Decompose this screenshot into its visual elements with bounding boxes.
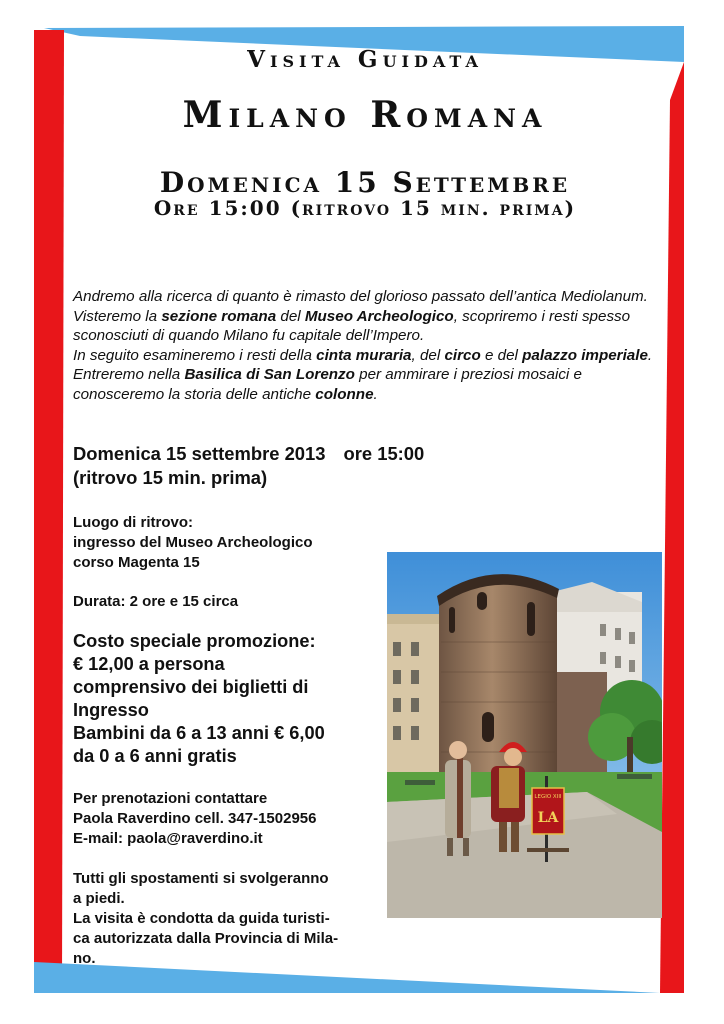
meeting-address: corso Magenta 15 <box>73 554 200 571</box>
price-block <box>73 630 383 768</box>
photo-roman-tower <box>387 552 662 918</box>
contact-block <box>73 789 383 849</box>
price-line-1: Costo speciale promozione: <box>73 631 316 651</box>
contact-email[interactable]: E-mail: paola@raverdino.it <box>73 830 263 847</box>
header-title: Milano Romana <box>182 94 548 136</box>
info-column <box>73 513 383 969</box>
meeting-point <box>73 513 383 573</box>
schedule-date: Domenica 15 settembre 2013 <box>73 443 326 464</box>
intro-text <box>73 287 663 405</box>
schedule-meeting-note: (ritrovo 15 min. prima) <box>73 467 268 488</box>
notes-line-2: a piedi. <box>73 890 125 907</box>
intro-paragraph-2: In seguito esamineremo i resti della cinta muraria, del circo e del palazzo imperiale. Entreremo nella Basilica di San Lorenzo per ammirare i preziosi mosaici e conosceremo la storia delle antiche colonne. <box>73 346 653 403</box>
notes-line-1: Tutti gli spostamenti si svolgeranno <box>73 870 329 887</box>
schedule-time: ore 15:00 <box>343 443 425 464</box>
banner-top-text: LEGIO XIII <box>534 794 562 800</box>
duration: Durata: 2 ore e 15 circa <box>73 593 239 610</box>
contact-line-1: Per prenotazioni contattare <box>73 790 268 807</box>
meeting-place: ingresso del Museo Archeologico <box>73 534 313 551</box>
notes-line-3: La visita è condotta da guida turisti- <box>73 910 330 927</box>
schedule-block <box>73 442 593 490</box>
banner-main-text: LA <box>537 810 559 826</box>
meeting-label: Luogo di ritrovo: <box>73 514 193 531</box>
intro-paragraph-1: Andremo alla ricerca di quanto è rimasto del glorioso passato dell’antica Mediolanum. Visteremo la sezione romana del Museo Archeologico, scopriremo i resti spesso sconosciuti di quando Milano fu capitale dell’Impero. <box>73 288 648 345</box>
notes-line-5: no. <box>73 950 96 967</box>
legion-banner <box>527 776 569 862</box>
contact-line-2: Paola Raverdino cell. 347-1502956 <box>73 810 317 827</box>
price-line-4: Ingresso <box>73 700 149 720</box>
notes-line-4: ca autorizzata dalla Provincia di Mila- <box>73 930 339 947</box>
header-time: Ore 15:00 (ritrovo 15 min. prima) <box>153 196 577 220</box>
price-line-6: da 0 a 6 anni gratis <box>73 746 237 766</box>
price-line-2: € 12,00 a persona <box>73 654 225 674</box>
price-line-5: Bambini da 6 a 13 anni € 6,00 <box>73 723 325 743</box>
notes-block <box>73 869 383 969</box>
price-line-3: comprensivo dei biglietti di <box>73 677 309 697</box>
header-date: Domenica 15 Settembre <box>159 166 571 199</box>
header-visita-guidata: Visita Guidata <box>247 46 483 73</box>
